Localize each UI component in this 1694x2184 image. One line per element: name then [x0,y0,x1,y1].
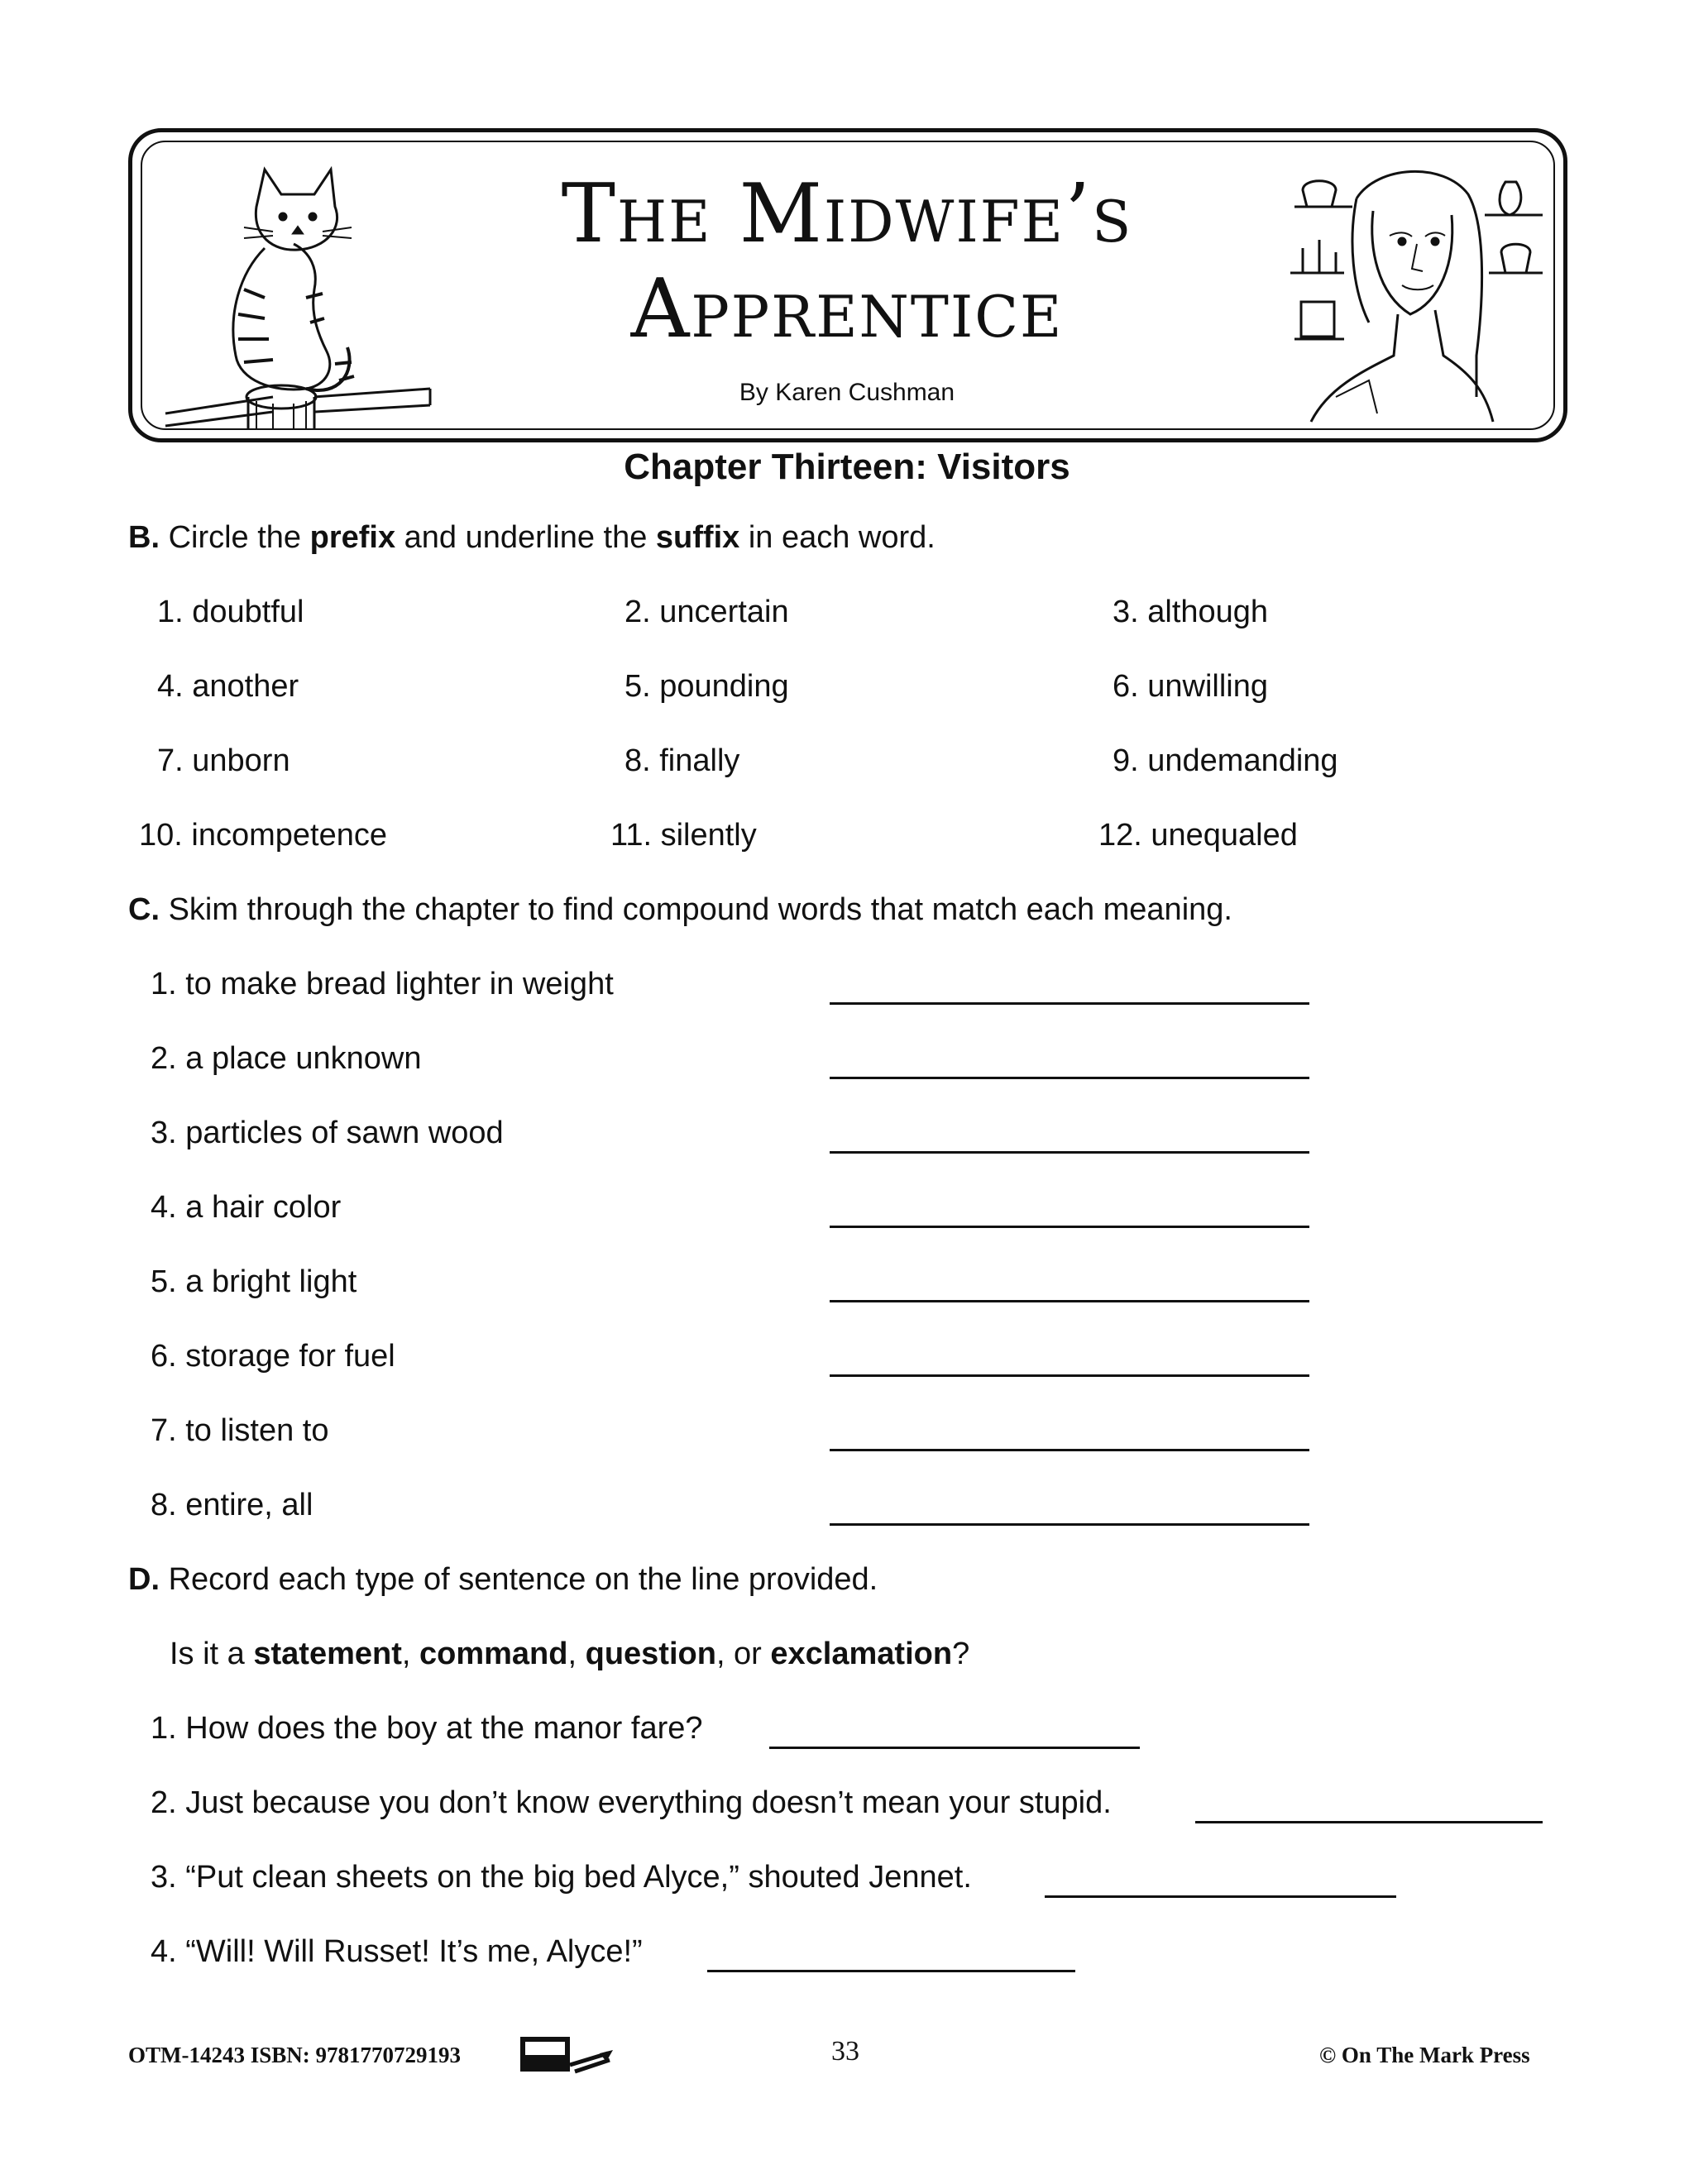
answer-line[interactable] [1045,1895,1396,1898]
section-b-instruction [128,519,936,557]
book-title-line-1: The Midwife’s [561,167,1133,261]
q-text: Is it a [170,1637,254,1671]
answer-line[interactable] [830,1449,1309,1451]
instr-keyword-suffix: suffix [655,520,740,555]
instr-text: Circle the [168,520,310,555]
answer-line[interactable] [707,1970,1075,1972]
sentence-type-question [170,1636,969,1674]
section-c-instruction-text: Skim through the chapter to find compound words that match each meaning. [168,892,1232,927]
footer-code: OTM-14243 ISBN: 9781770729193 [128,2043,462,2067]
section-d-instruction [128,1561,878,1599]
word-item: 3. although [1113,595,1269,629]
answer-line[interactable] [1195,1821,1543,1823]
answer-line[interactable] [830,1226,1309,1228]
compound-item: 5. a bright light [151,1264,357,1299]
word-item: 2. uncertain [624,595,789,629]
section-b-letter: B. [128,520,160,555]
word-item: 1. doubtful [157,595,304,629]
compound-item: 2. a place unknown [151,1041,422,1076]
book-author: By Karen Cushman [739,379,955,406]
word-item: 11. silently [610,818,757,853]
instr-keyword-prefix: prefix [309,520,396,555]
answer-line[interactable] [830,1077,1309,1079]
answer-line[interactable] [830,1374,1309,1377]
page-number: 33 [831,2036,859,2067]
word-item: 5. pounding [624,669,789,704]
word-item: 12. unequaled [1098,818,1298,853]
q-keyword: exclamation [770,1637,953,1671]
word-item: 6. unwilling [1113,669,1268,704]
compound-item: 1. to make bread lighter in weight [151,967,614,1001]
instr-text: in each word. [739,520,936,555]
word-item: 4. another [157,669,299,704]
sentence-item: 3. “Put clean sheets on the big bed Alyce,” shouted Jennet. [151,1860,972,1895]
q-keyword: question [585,1637,716,1671]
answer-line[interactable] [830,1002,1309,1005]
q-keyword: statement [253,1637,402,1671]
section-d-instruction-text: Record each type of sentence on the line provided. [168,1562,878,1597]
compound-item: 4. a hair color [151,1190,342,1225]
sentence-item: 1. How does the boy at the manor fare? [151,1711,703,1746]
word-item: 7. unborn [157,743,290,778]
compound-item: 7. to listen to [151,1413,329,1448]
answer-line[interactable] [830,1300,1309,1302]
answer-line[interactable] [830,1523,1309,1526]
word-item: 9. undemanding [1113,743,1338,778]
on-the-mark-logo-icon [517,2030,616,2076]
book-title-line-2: Apprentice [630,262,1064,356]
sentence-item: 4. “Will! Will Russet! It’s me, Alyce!” [151,1934,643,1969]
answer-line[interactable] [769,1747,1140,1749]
chapter-title: Chapter Thirteen: Visitors [624,447,1070,487]
q-text: , [401,1637,419,1671]
footer-copyright: © On The Mark Press [1319,2043,1530,2067]
section-d-letter: D. [128,1562,160,1597]
compound-item: 8. entire, all [151,1488,313,1522]
word-item: 10. incompetence [139,818,387,853]
section-c-letter: C. [128,892,160,927]
word-item: 8. finally [624,743,740,778]
compound-item: 6. storage for fuel [151,1339,395,1374]
answer-line[interactable] [830,1151,1309,1154]
compound-item: 3. particles of sawn wood [151,1116,504,1150]
q-text: , [567,1637,586,1671]
section-c-instruction [128,891,1232,930]
instr-text: and underline the [395,520,656,555]
sentence-item: 2. Just because you don’t know everything doesn’t mean your stupid. [151,1785,1112,1820]
q-keyword: command [419,1637,568,1671]
q-text: , or [715,1637,771,1671]
q-text: ? [952,1637,970,1671]
